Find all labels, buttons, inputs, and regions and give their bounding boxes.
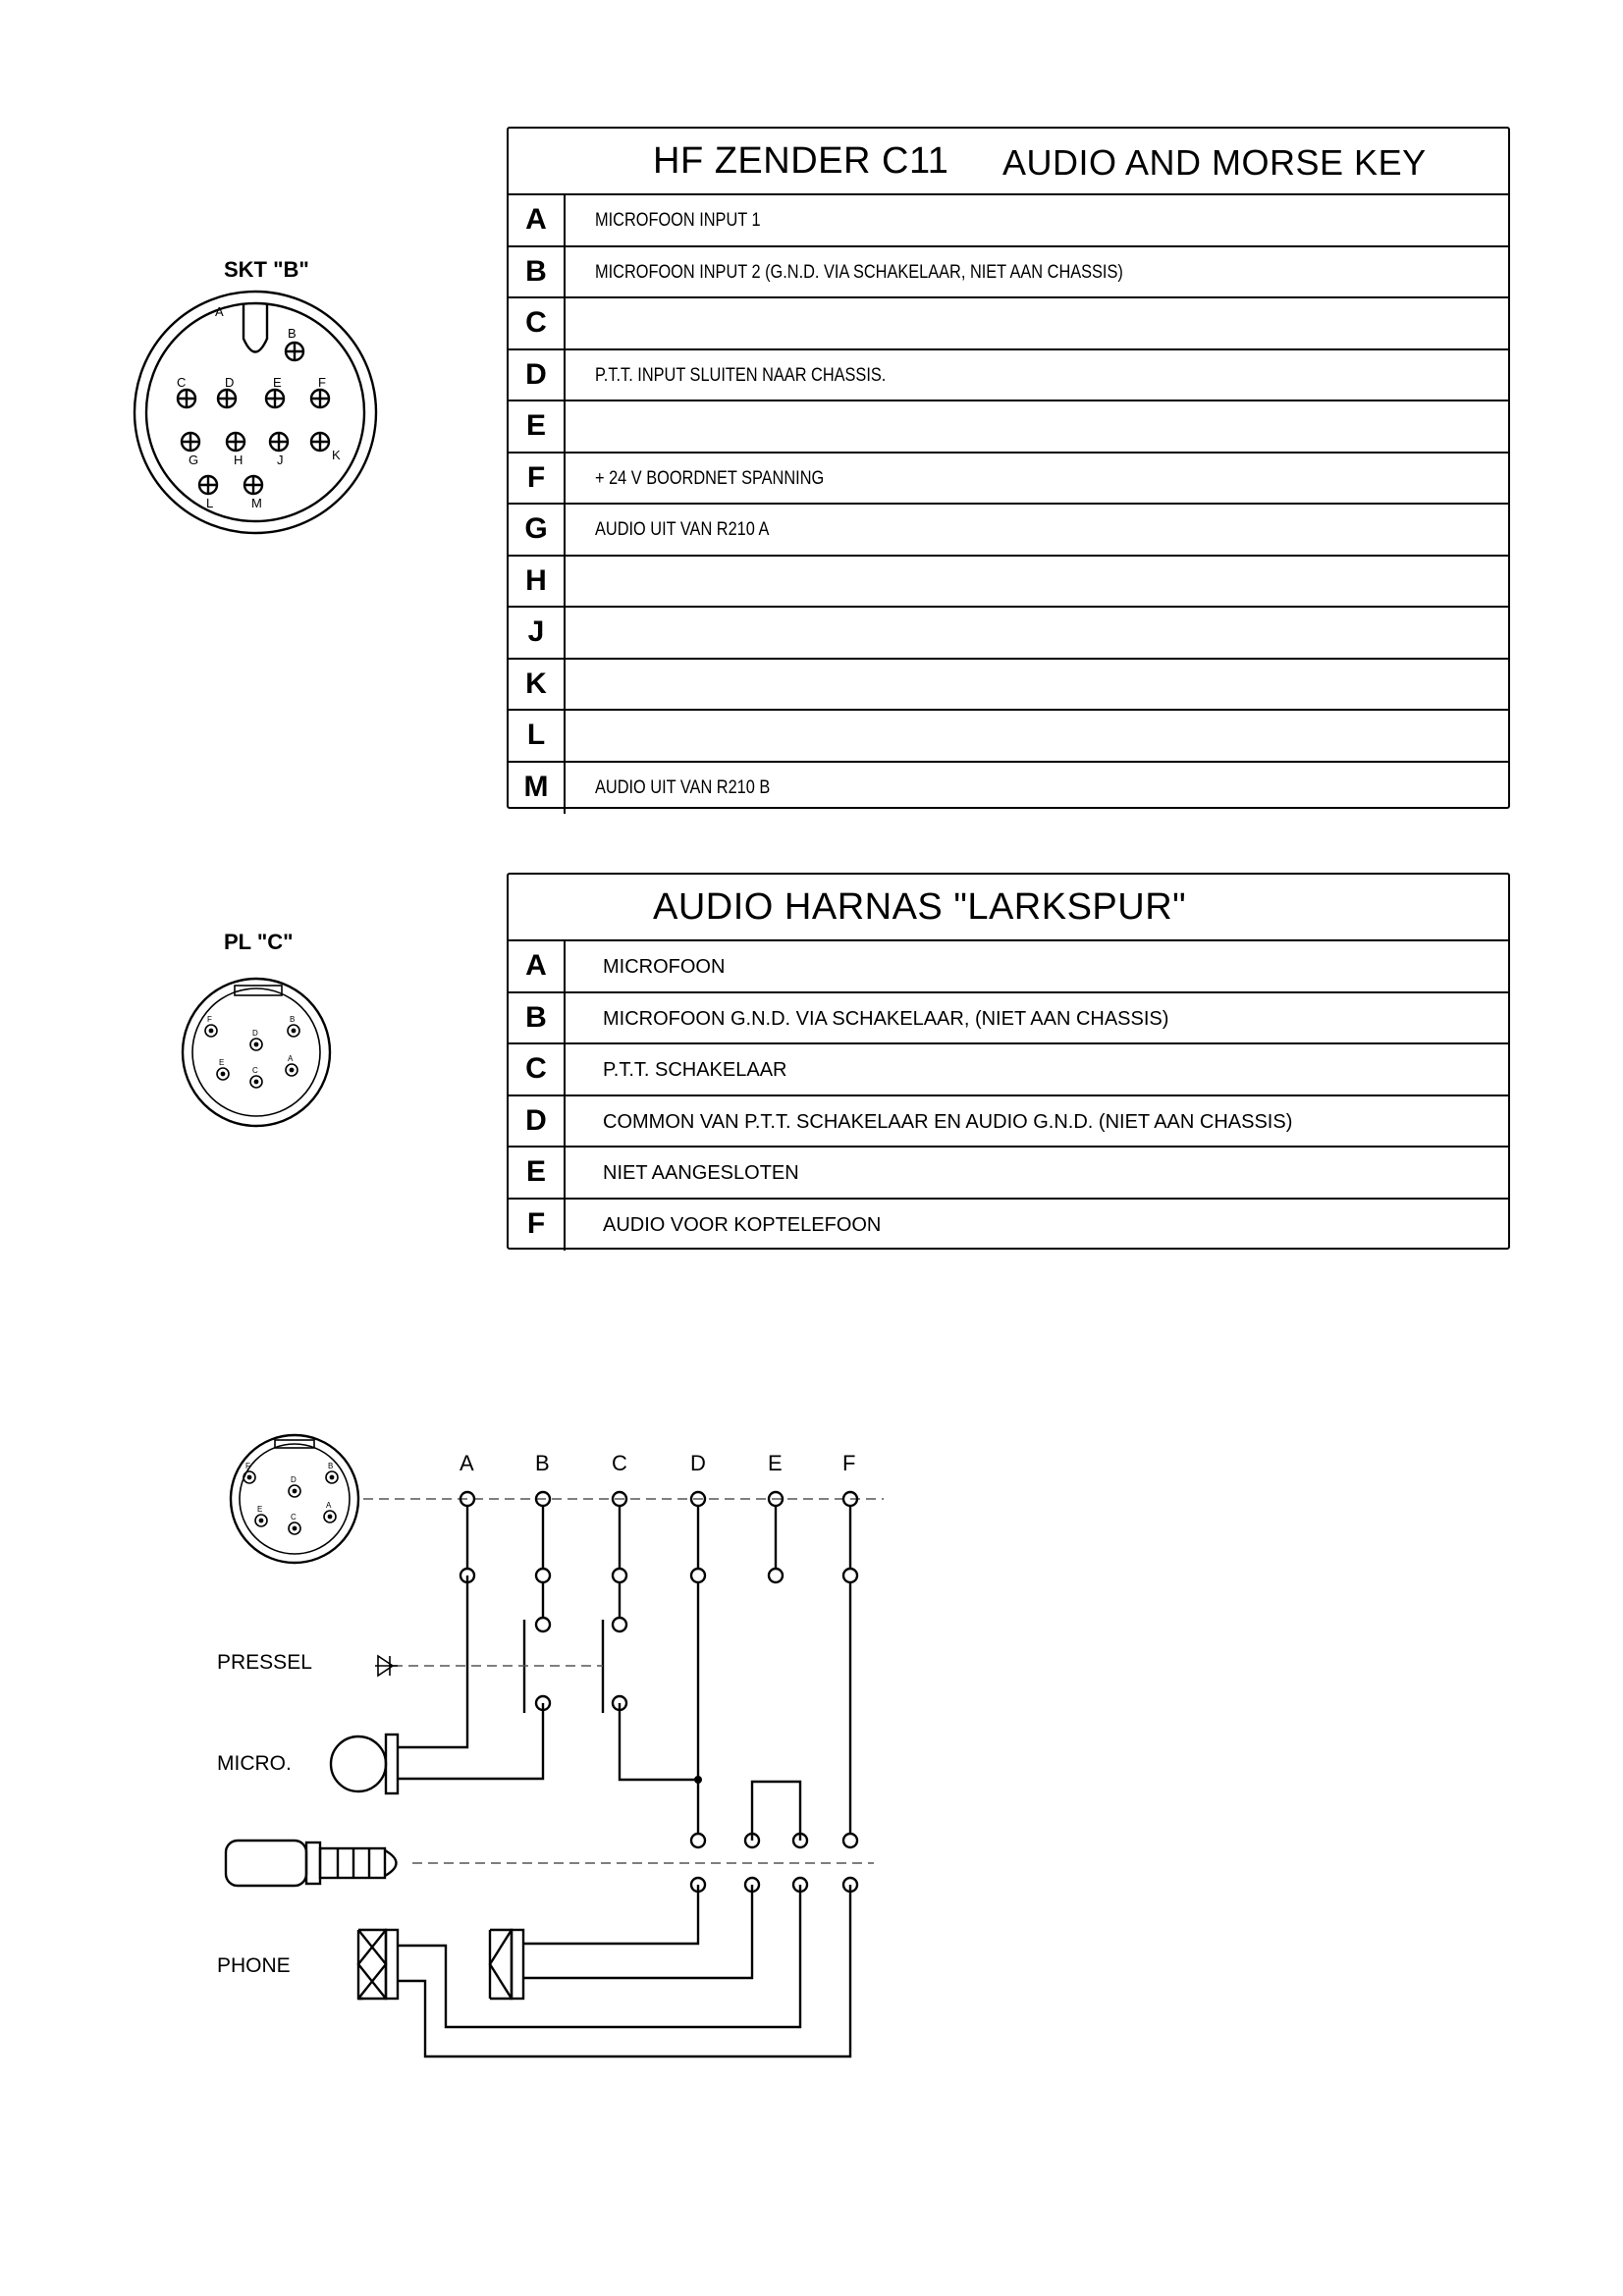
- pin-label: B: [328, 1462, 334, 1470]
- pin-label: L: [206, 496, 214, 510]
- wire-column-e: [769, 1492, 783, 1582]
- jack-plug-icon: [226, 1841, 874, 1886]
- pin-label: C: [252, 1066, 258, 1075]
- pin-letter: K: [509, 660, 566, 710]
- pin-letter: D: [509, 350, 566, 400]
- pin-e: [255, 1505, 267, 1526]
- wiring-connector-icon: [231, 1435, 358, 1563]
- column-label: E: [768, 1451, 783, 1475]
- pin-description: P.T.T. SCHAKELAAR: [603, 1059, 787, 1081]
- pin-label: G: [189, 453, 199, 467]
- pin-label: D: [225, 375, 235, 390]
- pin-letter: J: [509, 608, 566, 658]
- phone-speaker-right-icon: [490, 1885, 752, 1999]
- pin-letter: E: [509, 1148, 566, 1198]
- phone-speaker-left-icon: [358, 1885, 850, 2056]
- pin-d: [289, 1475, 300, 1497]
- wire-column-b: [536, 1492, 550, 1582]
- pin-label: B: [290, 1015, 296, 1024]
- pin-letter: L: [509, 711, 566, 761]
- pin-a: [324, 1501, 336, 1522]
- pin-label: A: [326, 1501, 332, 1510]
- pin-c: [289, 1513, 300, 1534]
- pin-f: [243, 1462, 255, 1483]
- connector-b-label: SKT "B": [224, 257, 309, 282]
- pin-label: F: [207, 1015, 212, 1024]
- micro-label: MICRO.: [217, 1752, 292, 1775]
- wire-column-d: [691, 1492, 705, 1582]
- pin-label: C: [291, 1513, 297, 1522]
- pin-label: E: [273, 375, 282, 390]
- pin-description: MICROFOON INPUT 2 (G.N.D. VIA SCHAKELAAR, NIET AAN CHASSIS): [595, 261, 1123, 283]
- pin-label: J: [277, 453, 284, 467]
- pin-label: F: [245, 1462, 250, 1470]
- pin-letter: B: [509, 247, 566, 297]
- pin-label: K: [332, 448, 341, 462]
- pin-description: AUDIO UIT VAN R210 A: [595, 519, 770, 540]
- table-title-sub: AUDIO AND MORSE KEY: [1002, 142, 1427, 183]
- pin-label: A: [288, 1054, 294, 1063]
- pin-letter: E: [509, 401, 566, 452]
- pin-label: D: [291, 1475, 297, 1484]
- pressel-label: PRESSEL: [217, 1651, 312, 1674]
- pin-letter: F: [509, 1200, 566, 1252]
- wire-column-a: [460, 1492, 474, 1582]
- pin-description: + 24 V BOORDNET SPANNING: [595, 467, 825, 489]
- pin-label: C: [177, 375, 187, 390]
- pin-label: D: [252, 1029, 258, 1038]
- pin-label: B: [288, 326, 297, 341]
- table-title-main: HF ZENDER C11: [653, 140, 949, 182]
- pin-letter: G: [509, 505, 566, 555]
- pin-description: MICROFOON G.N.D. VIA SCHAKELAAR, (NIET AAN CHASSIS): [603, 1007, 1169, 1030]
- wire-column-f: [843, 1492, 857, 1582]
- column-label: D: [690, 1451, 706, 1475]
- pin-label: M: [251, 496, 262, 510]
- pin-label: E: [257, 1505, 263, 1514]
- pin-description: MICROFOON INPUT 1: [595, 210, 761, 231]
- phone-label: PHONE: [217, 1954, 291, 1977]
- pin-label: E: [219, 1058, 225, 1067]
- connector-c-label: PL "C": [224, 930, 294, 954]
- pin-label: H: [234, 453, 243, 467]
- pin-letter: B: [509, 993, 566, 1043]
- microphone-icon: [331, 1575, 543, 1793]
- pin-letter: D: [509, 1096, 566, 1147]
- pressel-switch: [375, 1620, 603, 1713]
- pin-description: P.T.T. INPUT SLUITEN NAAR CHASSIS.: [595, 364, 887, 386]
- pin-letter: C: [509, 1044, 566, 1095]
- column-label: A: [460, 1451, 474, 1475]
- pin-label: A: [215, 304, 224, 319]
- pin-letter: A: [509, 195, 566, 245]
- pin-b: [326, 1462, 338, 1483]
- pin-description: NIET AANGESLOTEN: [603, 1162, 799, 1184]
- pin-description: MICROFOON: [603, 956, 726, 978]
- pin-description: COMMON VAN P.T.T. SCHAKELAAR EN AUDIO G.N.D. (NIET AAN CHASSIS): [603, 1110, 1293, 1133]
- column-label: C: [612, 1451, 627, 1475]
- pin-description: AUDIO VOOR KOPTELEFOON: [603, 1213, 882, 1236]
- pin-letter: A: [509, 941, 566, 991]
- pin-letter: M: [509, 763, 566, 815]
- column-label: B: [535, 1451, 550, 1475]
- pin-label: F: [318, 375, 326, 390]
- pin-description: AUDIO UIT VAN R210 B: [595, 776, 771, 798]
- column-label: F: [842, 1451, 856, 1475]
- table-title-main: AUDIO HARNAS "LARKSPUR": [653, 886, 1187, 928]
- pin-letter: C: [509, 298, 566, 348]
- pin-letter: H: [509, 557, 566, 607]
- wire-column-c: [613, 1492, 626, 1582]
- pin-letter: F: [509, 454, 566, 504]
